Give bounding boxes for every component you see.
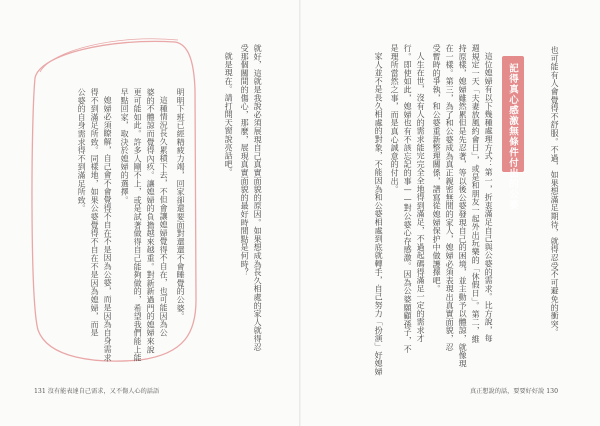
box-para-7: 得不到滿足所致。同樣地，如果公婆覺得不自在不是因為媳婦，而是 (90, 88, 100, 337)
box-para-8: 公婆的自身需求得不到滿足所致。 (77, 88, 87, 213)
left-para-1: 就好，這就是我說必須展現自己真實面貌的原因。如果想成為長久相處的家人就得忍 (253, 44, 263, 352)
book-gutter (299, 0, 301, 426)
box-para-4: 更可能如此。許多人剛不上，或是試著做得自己能夠做的，希望我們能上能 (133, 88, 143, 362)
box-para-6: 媳婦必須瞭解，自己會不會覺得不自在不是因為公婆，而是因為自身需求 (103, 96, 113, 362)
right-para-3: 持原樣，媳婦雖然累但是先忍著，等以後公婆發現自己的困境，並主動予以體諒，就像現 (458, 44, 468, 368)
box-para-2: 這種情況長久累積下去，不但會讓媳婦覺得不自在，也可能因為公 (159, 96, 169, 337)
top-text: 也可能有人會覺得不舒服。不過，如果想滿足期待，就得忍受不可避免的衝突。 (550, 46, 560, 337)
right-para-5: 受暫時的爭執，和公婆重新整理關係，譜寫從媳婦保护中做護擇吧。 (432, 44, 442, 293)
right-para-9: 家人並不是長久相處的對象，不能因為和公婆相處到底就轉手，自己努力「扮演」好媳婦 (374, 52, 384, 376)
left-para-3: 就是現在。請打開天窗說亮話吧。 (224, 52, 234, 177)
right-para-1: 這位媳婦有以下幾種處理方式：第一，折衷滿足自己與公婆的需求。比方說，每 (484, 52, 494, 343)
right-para-4: 在一樣。第三，為了和公婆成為真正親密無間的家人，媳婦必須表現出真實面貌，忍 (445, 44, 455, 352)
section-heading: 記得真心感激無條件付出的公婆 (507, 63, 518, 210)
right-para-2: 週規定一天「夫妻放風約會日」，或是和朋友一起外出玩樂的「休假日」。第二，維 (471, 44, 481, 344)
right-footer: 真正想說的話，要要好好說 130 (470, 388, 559, 395)
box-para-1: 明明下班已經精疲力竭，回家卻還要面對還還不會睡覺的公婆。 (176, 88, 186, 321)
right-para-7: 行。即使如此，媳婦也有不該忘記的事——對公婆心存感激。因為公婆願顧孫子，不 (403, 44, 413, 354)
box-para-3: 婆的不體諒而覺得內疚。讓媳婦的負擔越來越重。對新新過門的媳婦來說 (146, 88, 156, 354)
right-para-6: 人生在世，沒有人的需求能完完全全地得到滿足，不過起碼得滿足一定的需求才 (416, 52, 426, 343)
box-para-5: 早點回家，取決於媳婦的選擇。 (120, 88, 130, 205)
right-para-8: 是理所當然之事，而是真心誠意的付出。 (390, 44, 400, 194)
left-para-2: 受那個關間的傷心，那麼，展現真實面貌的最好時間點是何時？ (240, 44, 250, 277)
left-footer: 131 沒有能表達自己需求，又不傷人心的話語 (34, 388, 160, 395)
